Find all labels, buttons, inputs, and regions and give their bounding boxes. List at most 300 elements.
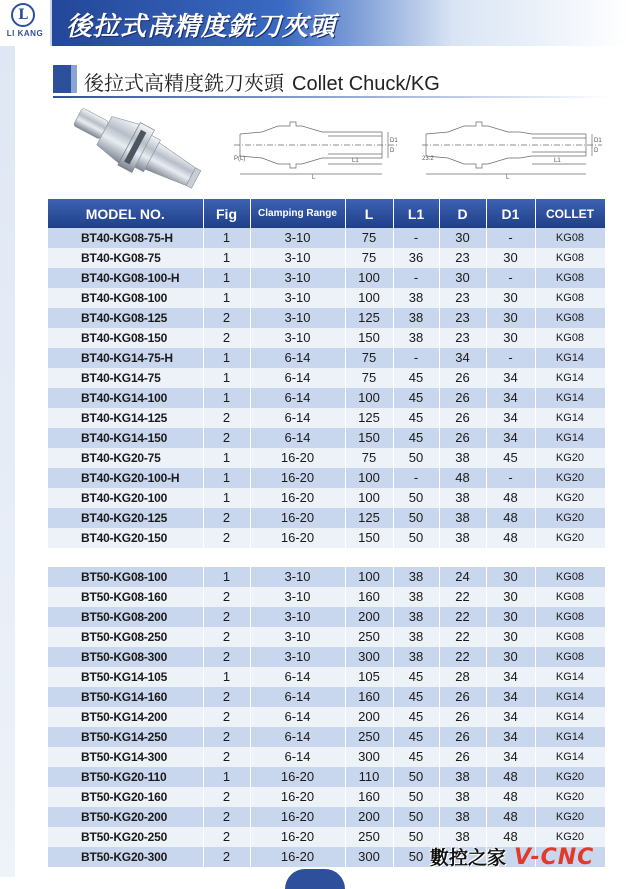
- cell-model: BT40-KG20-100-H: [48, 468, 203, 488]
- drawing1-label-d: D: [390, 148, 395, 154]
- col-header-fig: Fig: [203, 199, 250, 228]
- cell-model: BT40-KG14-75-H: [48, 348, 203, 368]
- cell-fig: 2: [203, 647, 250, 667]
- table-row: [48, 707, 605, 727]
- cell-fig: 1: [203, 767, 250, 787]
- cell-l: 200: [345, 807, 393, 827]
- cell-d: 22: [439, 607, 486, 627]
- cell-d: 30: [439, 228, 486, 248]
- cell-model: BT50-KG14-105: [48, 667, 203, 687]
- cell-collet: KG08: [535, 587, 605, 607]
- cell-clamping-range: 6-14: [250, 727, 345, 747]
- cell-d: 38: [439, 787, 486, 807]
- cell-l1: -: [393, 228, 439, 248]
- cell-l: 105: [345, 667, 393, 687]
- cell-l1: 45: [393, 368, 439, 388]
- cell-model: BT50-KG14-160: [48, 687, 203, 707]
- cell-collet: KG08: [535, 607, 605, 627]
- cell-model: BT40-KG08-75-H: [48, 228, 203, 248]
- cell-d1: 34: [486, 388, 535, 408]
- cell-d1: -: [486, 268, 535, 288]
- cell-collet: KG08: [535, 308, 605, 328]
- cell-d1: -: [486, 348, 535, 368]
- cell-l1: 38: [393, 627, 439, 647]
- cell-d1: 34: [486, 667, 535, 687]
- cell-fig: 1: [203, 368, 250, 388]
- cell-fig: 1: [203, 348, 250, 368]
- cell-d: 48: [439, 468, 486, 488]
- cell-collet: KG20: [535, 787, 605, 807]
- cell-d: 38: [439, 488, 486, 508]
- col-header-model: MODEL NO.: [48, 199, 203, 228]
- cell-d1: 30: [486, 647, 535, 667]
- cell-l: 75: [345, 448, 393, 468]
- cell-collet: KG08: [535, 288, 605, 308]
- cell-collet: KG20: [535, 827, 605, 847]
- cell-l: 100: [345, 388, 393, 408]
- cell-collet: KG08: [535, 268, 605, 288]
- cell-d: 38: [439, 807, 486, 827]
- cell-d1: -: [486, 228, 535, 248]
- table-row: [48, 428, 605, 448]
- cell-collet: KG14: [535, 348, 605, 368]
- cell-fig: 2: [203, 428, 250, 448]
- cell-model: BT50-KG20-250: [48, 827, 203, 847]
- cell-model: BT50-KG20-110: [48, 767, 203, 787]
- section-title-en: Collet Chuck/KG: [292, 73, 440, 95]
- cell-l1: 45: [393, 388, 439, 408]
- cell-l1: -: [393, 348, 439, 368]
- cell-collet: KG20: [535, 448, 605, 468]
- cell-d1: 34: [486, 428, 535, 448]
- cell-clamping-range: 3-10: [250, 647, 345, 667]
- drawing1-label-l: L: [312, 175, 316, 180]
- cell-clamping-range: 16-20: [250, 488, 345, 508]
- cell-l1: 45: [393, 727, 439, 747]
- col-header-clamping-range: Clamping Range: [250, 199, 345, 228]
- table-header-row: [48, 199, 605, 228]
- cell-l1: -: [393, 268, 439, 288]
- cell-clamping-range: 6-14: [250, 408, 345, 428]
- cell-d: 38: [439, 448, 486, 468]
- cell-model: BT50-KG20-300: [48, 847, 203, 867]
- cell-fig: 1: [203, 268, 250, 288]
- cell-d1: 34: [486, 368, 535, 388]
- cell-fig: 2: [203, 747, 250, 767]
- cell-fig: 2: [203, 807, 250, 827]
- cell-fig: 2: [203, 328, 250, 348]
- cell-clamping-range: 6-14: [250, 687, 345, 707]
- cell-model: BT50-KG20-200: [48, 807, 203, 827]
- cell-model: BT50-KG08-300: [48, 647, 203, 667]
- cell-l1: 38: [393, 607, 439, 627]
- cell-l: 100: [345, 488, 393, 508]
- table-row: [48, 328, 605, 348]
- cell-clamping-range: 6-14: [250, 388, 345, 408]
- table-row: [48, 567, 605, 587]
- drawing1-label-d1: D1: [390, 138, 398, 144]
- cell-fig: 2: [203, 408, 250, 428]
- cell-l1: 38: [393, 288, 439, 308]
- cell-l: 75: [345, 228, 393, 248]
- cell-collet: KG14: [535, 747, 605, 767]
- left-decor-strip: [0, 46, 15, 877]
- cell-l1: 36: [393, 248, 439, 268]
- cell-d1: 48: [486, 508, 535, 528]
- cell-clamping-range: 16-20: [250, 528, 345, 548]
- cell-l1: 45: [393, 747, 439, 767]
- cell-l1: 50: [393, 787, 439, 807]
- cell-l1: 45: [393, 687, 439, 707]
- table-row: [48, 727, 605, 747]
- cell-model: BT50-KG20-160: [48, 787, 203, 807]
- cell-d1: 34: [486, 707, 535, 727]
- cell-l: 300: [345, 847, 393, 867]
- cell-fig: 2: [203, 607, 250, 627]
- cell-fig: 1: [203, 567, 250, 587]
- col-header-d: D: [439, 199, 486, 228]
- drawing1-label-l1: L1: [352, 158, 359, 164]
- cell-l1: -: [393, 468, 439, 488]
- cell-fig: 2: [203, 707, 250, 727]
- cell-d1: 30: [486, 288, 535, 308]
- cell-clamping-range: 3-10: [250, 627, 345, 647]
- cell-fig: 1: [203, 388, 250, 408]
- cell-clamping-range: 3-10: [250, 288, 345, 308]
- cell-model: BT40-KG08-75: [48, 248, 203, 268]
- table-row: [48, 807, 605, 827]
- table-row: [48, 787, 605, 807]
- table-row: [48, 248, 605, 268]
- cell-clamping-range: 3-10: [250, 228, 345, 248]
- cell-clamping-range: 16-20: [250, 767, 345, 787]
- cell-l: 250: [345, 627, 393, 647]
- cell-l: 160: [345, 587, 393, 607]
- cell-fig: 2: [203, 687, 250, 707]
- table-row: [48, 647, 605, 667]
- cell-l1: 38: [393, 308, 439, 328]
- group-spacer-cell: [48, 548, 605, 567]
- table-row: [48, 607, 605, 627]
- cell-d1: 30: [486, 328, 535, 348]
- brand-logo: [0, 0, 52, 46]
- cell-l: 100: [345, 268, 393, 288]
- cell-collet: KG14: [535, 368, 605, 388]
- cell-collet: KG14: [535, 667, 605, 687]
- cell-l: 150: [345, 328, 393, 348]
- cell-model: BT50-KG14-300: [48, 747, 203, 767]
- table-row: [48, 488, 605, 508]
- cell-l: 150: [345, 428, 393, 448]
- cell-collet: KG20: [535, 767, 605, 787]
- cell-d1: 30: [486, 607, 535, 627]
- drawing2-label-l1: L1: [554, 158, 561, 164]
- cell-clamping-range: 3-10: [250, 607, 345, 627]
- cell-l1: 50: [393, 827, 439, 847]
- table-row: [48, 528, 605, 548]
- cell-l: 250: [345, 827, 393, 847]
- cell-l: 200: [345, 707, 393, 727]
- section-marker: [53, 65, 71, 93]
- cell-d: 26: [439, 408, 486, 428]
- cell-l1: 45: [393, 428, 439, 448]
- cell-d: 30: [439, 268, 486, 288]
- cell-collet: KG08: [535, 627, 605, 647]
- table-row: [48, 687, 605, 707]
- cell-collet: KG08: [535, 647, 605, 667]
- cell-l: 75: [345, 348, 393, 368]
- cell-fig: 2: [203, 627, 250, 647]
- technical-drawing-fig1: [232, 112, 402, 180]
- cell-d1: 34: [486, 687, 535, 707]
- cell-fig: 1: [203, 448, 250, 468]
- group-spacer: [48, 548, 605, 567]
- cell-model: BT40-KG08-125: [48, 308, 203, 328]
- cell-clamping-range: 6-14: [250, 428, 345, 448]
- drawing2-label-d: D: [594, 148, 599, 154]
- cell-l: 300: [345, 647, 393, 667]
- cell-fig: 1: [203, 288, 250, 308]
- cell-model: BT50-KG08-250: [48, 627, 203, 647]
- cell-l: 75: [345, 368, 393, 388]
- cell-clamping-range: 16-20: [250, 807, 345, 827]
- table-row: [48, 627, 605, 647]
- page-footer-arc: [285, 869, 345, 889]
- cell-fig: 2: [203, 308, 250, 328]
- cell-d1: 30: [486, 567, 535, 587]
- cell-d1: 48: [486, 767, 535, 787]
- drawing2-label-dim: 23.2: [422, 156, 434, 162]
- cell-d1: 34: [486, 727, 535, 747]
- technical-drawing-fig2: [420, 112, 605, 180]
- cell-collet: KG08: [535, 228, 605, 248]
- table-row: [48, 308, 605, 328]
- table-row: [48, 368, 605, 388]
- cell-d: 22: [439, 587, 486, 607]
- cell-l1: 50: [393, 767, 439, 787]
- cell-d1: 48: [486, 488, 535, 508]
- cell-d: 26: [439, 428, 486, 448]
- cell-model: BT40-KG14-100: [48, 388, 203, 408]
- cell-collet: KG14: [535, 428, 605, 448]
- cell-d: 38: [439, 767, 486, 787]
- drawing2-label-l: L: [506, 175, 510, 180]
- cell-clamping-range: 6-14: [250, 348, 345, 368]
- col-header-l: L: [345, 199, 393, 228]
- cell-clamping-range: 3-10: [250, 587, 345, 607]
- cell-model: BT40-KG08-100: [48, 288, 203, 308]
- cell-clamping-range: 3-10: [250, 567, 345, 587]
- table-row: [48, 388, 605, 408]
- cell-fig: 2: [203, 847, 250, 867]
- cell-d: 38: [439, 528, 486, 548]
- col-header-d1: D1: [486, 199, 535, 228]
- cell-fig: 1: [203, 667, 250, 687]
- cell-d: 24: [439, 567, 486, 587]
- cell-d: 23: [439, 248, 486, 268]
- cell-l: 110: [345, 767, 393, 787]
- cell-d1: 48: [486, 827, 535, 847]
- spec-table: [48, 199, 606, 867]
- cell-l: 150: [345, 528, 393, 548]
- cell-fig: 2: [203, 787, 250, 807]
- cell-l: 160: [345, 787, 393, 807]
- cell-d: 26: [439, 368, 486, 388]
- cell-model: BT50-KG08-200: [48, 607, 203, 627]
- logo-text: LI KANG: [6, 29, 44, 38]
- section-marker-accent: [71, 65, 77, 93]
- cell-d: 23: [439, 288, 486, 308]
- table-row: [48, 508, 605, 528]
- cell-collet: KG20: [535, 468, 605, 488]
- cell-l: 100: [345, 288, 393, 308]
- cell-model: BT50-KG14-200: [48, 707, 203, 727]
- cell-l: 75: [345, 248, 393, 268]
- cell-clamping-range: 6-14: [250, 667, 345, 687]
- cell-fig: 1: [203, 468, 250, 488]
- watermark: [430, 843, 594, 875]
- table-row: [48, 747, 605, 767]
- cell-collet: KG08: [535, 567, 605, 587]
- cell-l: 100: [345, 567, 393, 587]
- drawing2-label-d1: D1: [594, 138, 602, 144]
- cell-l1: 38: [393, 647, 439, 667]
- cell-clamping-range: 6-14: [250, 368, 345, 388]
- cell-d: 22: [439, 627, 486, 647]
- cell-model: BT40-KG14-125: [48, 408, 203, 428]
- col-header-l1: L1: [393, 199, 439, 228]
- cell-clamping-range: 6-14: [250, 707, 345, 727]
- cell-l: 100: [345, 468, 393, 488]
- cell-model: BT50-KG08-100: [48, 567, 203, 587]
- cell-fig: 2: [203, 528, 250, 548]
- cell-d1: 45: [486, 448, 535, 468]
- cell-clamping-range: 16-20: [250, 847, 345, 867]
- cell-collet: KG20: [535, 807, 605, 827]
- cell-d1: 34: [486, 408, 535, 428]
- cell-d: 38: [439, 508, 486, 528]
- cell-d: 26: [439, 707, 486, 727]
- cell-clamping-range: 3-10: [250, 248, 345, 268]
- table-row: [48, 587, 605, 607]
- cell-l1: 38: [393, 328, 439, 348]
- cell-d1: 30: [486, 248, 535, 268]
- cell-l1: 45: [393, 707, 439, 727]
- cell-l1: 50: [393, 488, 439, 508]
- cell-l1: 45: [393, 667, 439, 687]
- cell-d: 26: [439, 687, 486, 707]
- cell-clamping-range: 16-20: [250, 468, 345, 488]
- watermark-cn: 數控之家: [430, 847, 507, 869]
- cell-d: 38: [439, 827, 486, 847]
- table-row: [48, 348, 605, 368]
- cell-d1: 48: [486, 787, 535, 807]
- cell-d: 28: [439, 667, 486, 687]
- cell-collet: KG14: [535, 687, 605, 707]
- cell-l: 125: [345, 508, 393, 528]
- cell-d1: 30: [486, 308, 535, 328]
- cell-l: 125: [345, 408, 393, 428]
- cell-clamping-range: 3-10: [250, 308, 345, 328]
- cell-l1: 45: [393, 408, 439, 428]
- cell-l: 125: [345, 308, 393, 328]
- cell-clamping-range: 3-10: [250, 268, 345, 288]
- cell-l1: 50: [393, 847, 439, 867]
- cell-model: BT40-KG08-100-H: [48, 268, 203, 288]
- cell-l1: 50: [393, 807, 439, 827]
- cell-collet: KG14: [535, 707, 605, 727]
- cell-model: BT50-KG14-250: [48, 727, 203, 747]
- cell-collet: KG14: [535, 388, 605, 408]
- section-title-zh: 後拉式高精度銑刀夾頭: [84, 73, 284, 95]
- cell-model: BT40-KG20-75: [48, 448, 203, 468]
- cell-d: 26: [439, 747, 486, 767]
- cell-clamping-range: 16-20: [250, 827, 345, 847]
- cell-clamping-range: 6-14: [250, 747, 345, 767]
- cell-l: 200: [345, 607, 393, 627]
- cell-l1: 50: [393, 508, 439, 528]
- cell-fig: 1: [203, 248, 250, 268]
- cell-fig: 2: [203, 587, 250, 607]
- cell-d: 22: [439, 647, 486, 667]
- cell-fig: 1: [203, 488, 250, 508]
- cell-model: BT50-KG08-160: [48, 587, 203, 607]
- cell-d1: -: [486, 468, 535, 488]
- cell-model: BT40-KG08-150: [48, 328, 203, 348]
- watermark-en: V-CNC: [514, 845, 595, 870]
- cell-collet: KG20: [535, 528, 605, 548]
- col-header-collet: COLLET: [535, 199, 605, 228]
- cell-clamping-range: 16-20: [250, 448, 345, 468]
- section-title: [84, 67, 440, 96]
- cell-l: 300: [345, 747, 393, 767]
- cell-clamping-range: 16-20: [250, 787, 345, 807]
- page-title: 後拉式高精度銑刀夾頭: [66, 12, 337, 42]
- table-row: [48, 288, 605, 308]
- cell-fig: 2: [203, 727, 250, 747]
- cell-l1: 50: [393, 528, 439, 548]
- cell-collet: KG20: [535, 488, 605, 508]
- cell-collet: KG20: [535, 508, 605, 528]
- cell-collet: KG08: [535, 248, 605, 268]
- cell-d: 26: [439, 727, 486, 747]
- product-photo: [48, 98, 218, 196]
- cell-l1: 50: [393, 448, 439, 468]
- cell-model: BT40-KG20-125: [48, 508, 203, 528]
- table-row: [48, 408, 605, 428]
- table-row: [48, 448, 605, 468]
- table-row: [48, 468, 605, 488]
- cell-d: 23: [439, 328, 486, 348]
- drawing1-label-pl: P(L): [234, 156, 246, 162]
- cell-model: BT40-KG14-75: [48, 368, 203, 388]
- cell-fig: 2: [203, 827, 250, 847]
- cell-d1: 48: [486, 528, 535, 548]
- cell-l: 160: [345, 687, 393, 707]
- cell-d1: 30: [486, 587, 535, 607]
- cell-collet: KG08: [535, 328, 605, 348]
- cell-l1: 38: [393, 567, 439, 587]
- cell-model: BT40-KG20-150: [48, 528, 203, 548]
- cell-d1: 48: [486, 807, 535, 827]
- cell-model: BT40-KG14-150: [48, 428, 203, 448]
- cell-d1: 34: [486, 747, 535, 767]
- cell-d: 23: [439, 308, 486, 328]
- cell-clamping-range: 3-10: [250, 328, 345, 348]
- cell-fig: 1: [203, 228, 250, 248]
- cell-collet: KG14: [535, 727, 605, 747]
- cell-l1: 38: [393, 587, 439, 607]
